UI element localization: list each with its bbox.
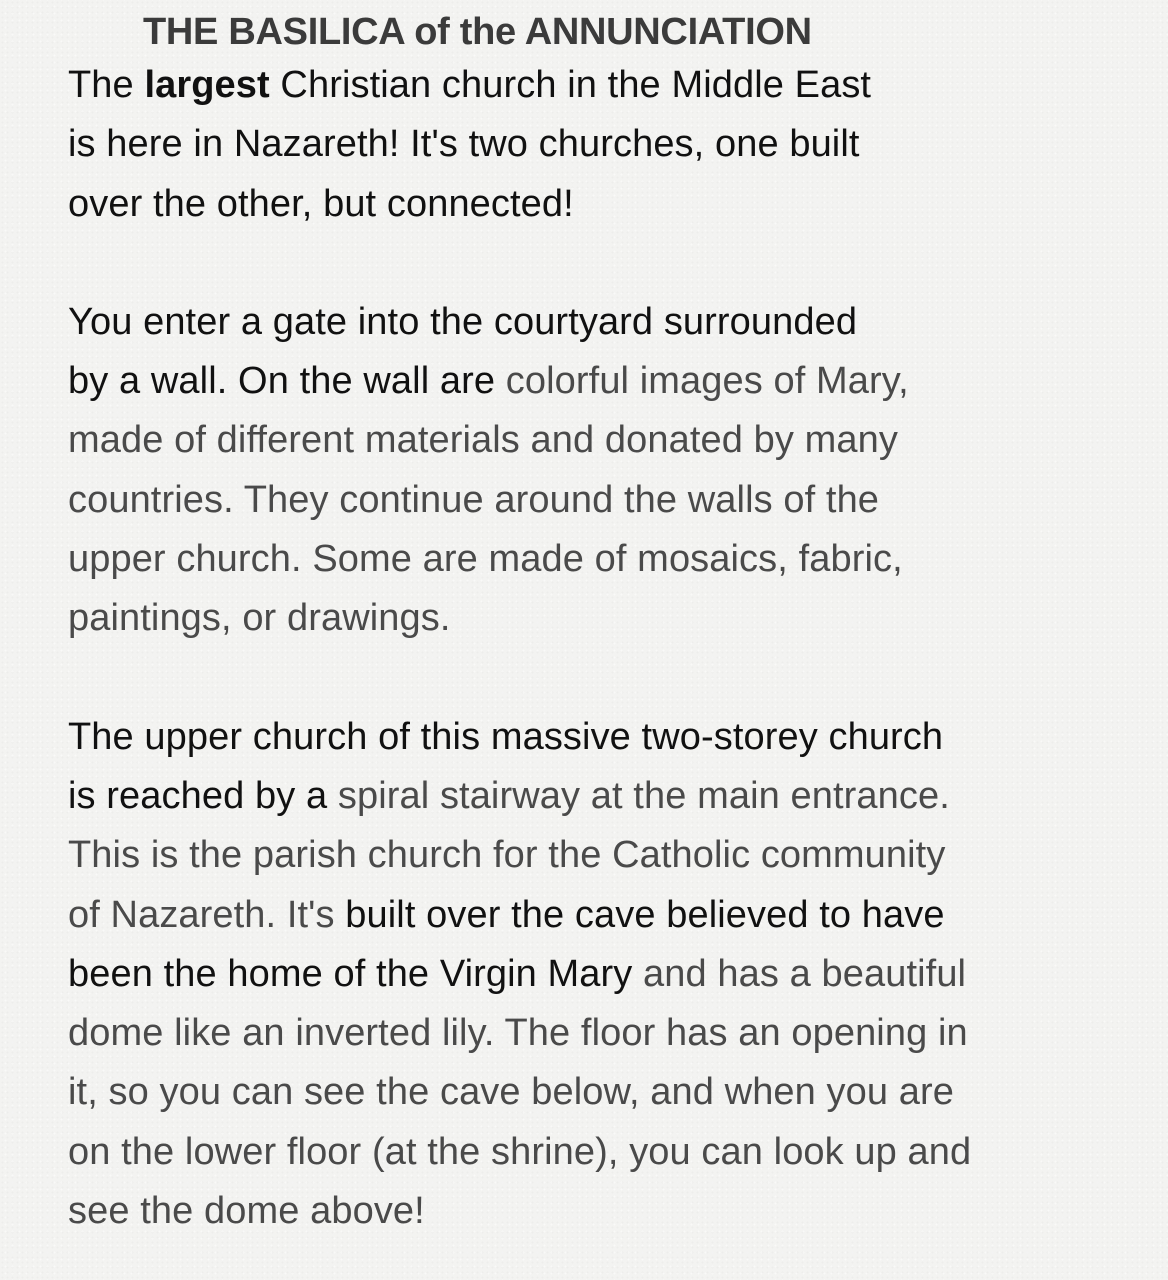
text-segment: and has a beautiful	[632, 952, 967, 995]
text-line	[68, 530, 1148, 589]
text-segment: made of different materials and donated by many	[68, 419, 898, 462]
text-segment: over the other, but connected!	[68, 182, 574, 225]
emphasized-text: largest	[144, 64, 270, 106]
text-segment: is here in Nazareth! It's two churches, one built	[68, 123, 860, 166]
text-segment: see the dome above!	[68, 1190, 425, 1233]
text-line	[68, 767, 1148, 826]
text-line	[68, 1063, 1148, 1122]
text-line	[68, 115, 1148, 174]
document-page	[68, 8, 1148, 1241]
text-line	[68, 1004, 1148, 1063]
text-line	[68, 589, 1148, 648]
text-segment: You enter a gate into the courtyard surrounded	[68, 300, 858, 343]
text-segment: paintings, or drawings.	[68, 597, 451, 640]
text-segment: been the home of the Virgin Mary	[68, 952, 633, 995]
text-line	[68, 471, 1148, 530]
page-title: THE BASILICA of the ANNUNCIATION	[143, 11, 812, 53]
text-segment: colorful images of Mary,	[505, 360, 909, 403]
text-segment: The upper church of this massive two-storey church	[68, 715, 944, 758]
text-segment: spiral stairway at the main entrance.	[337, 774, 950, 817]
text-segment: by a wall. On the wall are	[68, 360, 506, 403]
text-line	[68, 708, 1148, 767]
text-segment: of Nazareth. It's	[68, 893, 346, 936]
paragraph-spacer	[68, 234, 1148, 293]
paragraph-2	[68, 293, 1148, 649]
text-line	[68, 886, 1148, 945]
text-line	[68, 293, 1148, 352]
text-segment: built over the cave believed to have	[345, 893, 945, 936]
text-line	[68, 1182, 1148, 1241]
text-line	[68, 945, 1148, 1004]
text-segment: The	[68, 64, 145, 106]
text-line	[68, 1123, 1148, 1182]
text-segment: Christian church in the Middle East	[269, 64, 872, 106]
text-segment: is reached by a	[68, 774, 338, 817]
text-segment: on the lower floor (at the shrine), you can look up and	[68, 1130, 972, 1173]
paragraph-spacer	[68, 649, 1148, 708]
paragraph-3	[68, 708, 1148, 1242]
text-line	[68, 826, 1148, 885]
article-body	[68, 56, 1148, 1241]
text-segment: dome like an inverted lily. The floor has an opening in	[68, 1012, 968, 1055]
text-line	[68, 56, 1148, 115]
paragraph-1	[68, 56, 1148, 234]
text-segment: upper church. Some are made of mosaics, fabric,	[68, 538, 903, 581]
text-segment: countries. They continue around the walls of the	[68, 478, 880, 521]
text-segment: it, so you can see the cave below, and when you are	[68, 1071, 955, 1114]
text-segment: This is the parish church for the Catholic community	[68, 834, 946, 877]
text-line	[68, 411, 1148, 470]
text-line	[68, 352, 1148, 411]
text-line	[68, 175, 1148, 234]
